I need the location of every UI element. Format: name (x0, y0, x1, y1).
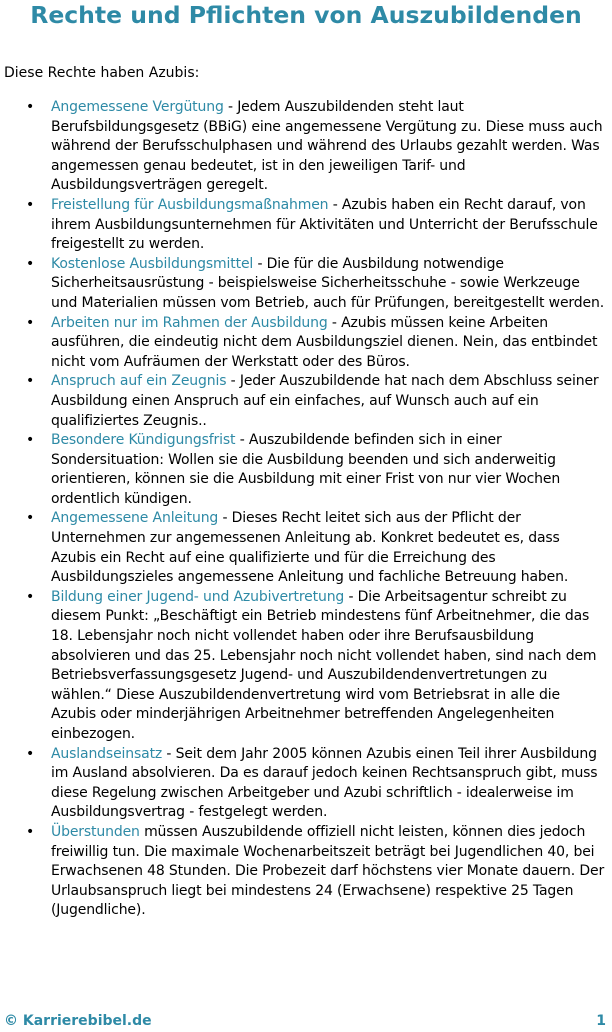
rights-list (0, 98, 612, 921)
item-text: - Jeder Auszubildende hat nach dem Abschluss seiner Ausbildung einen Anspruch auf ein einfaches, auf Wunsch auch auf ein qualifiziertes Zeugnis.. (51, 373, 599, 429)
list-item (0, 98, 612, 196)
item-term: Freistellung für Ausbildungsmaßnahmen (51, 196, 329, 213)
page-title: Rechte und Pflichten von Auszubildenden (30, 1, 582, 29)
list-item (0, 255, 612, 314)
page-number: 1 (596, 1013, 606, 1029)
list-item (0, 823, 612, 921)
list-item (0, 745, 612, 823)
item-text: - Die Arbeitsagentur schreibt zu diesem Punkt: „Beschäftigt ein Betrieb mindestens fünf Arbeitnehmer, die das 18. Lebensjahr noch nicht vollendet haben oder ihre Berufsausbildung absolvieren und das 25. Lebensjahr noch nicht vollendet haben, sind nach dem Betriebsverfassungsgesetz Jugend- und Auszubildendenvertretungen zu wählen.“ Diese Auszubildendenvertretung wird vom Betriebsrat in alle die Azubis oder minderjährigen Arbeitnehmer betreffenden Angelegenheiten einbezogen. (51, 588, 597, 742)
item-term: Anspruch auf ein Zeugnis (51, 373, 227, 390)
list-item (0, 314, 612, 373)
item-term: Angemessene Anleitung (51, 510, 219, 527)
intro-text: Diese Rechte haben Azubis: (4, 65, 200, 81)
bullet-icon: • (26, 373, 35, 390)
footer-copyright: © Karrierebibel.de (4, 1013, 152, 1029)
bullet-icon: • (26, 510, 35, 527)
item-text: - Jedem Auszubildenden steht laut Berufsbildungsgesetz (BBiG) eine angemessene Vergütung zu. Diese muss auch während der Berufsschulphasen und während des Urlaubs gezahlt werden. Was angemessen genau bedeutet, ist in den jeweiligen Tarif- und Ausbildungsverträgen geregelt. (51, 99, 603, 194)
bullet-icon: • (26, 314, 35, 331)
bullet-icon: • (26, 432, 35, 449)
item-term: Auslandseinsatz (51, 745, 163, 762)
item-text: - Azubis haben ein Recht darauf, von ihrem Ausbildungsunternehmen für Aktivitäten und Unterricht der Berufsschule freigestellt zu werden. (51, 196, 598, 253)
item-text: - Die für die Ausbildung notwendige Sicherheitsausrüstung - beispielsweise Sicherheitsschuhe - sowie Werkzeuge und Materialien müssen vom Betrieb, auch für Prüfungen, bereitgestellt werden. (51, 255, 605, 311)
list-item (0, 588, 612, 745)
item-text: - Dieses Recht leitet sich aus der Pflicht der Unternehmen zur angemessenen Anleitung ab. Konkret bedeutet es, dass Azubis ein Recht auf eine qualifizierte und für die Erreichung des Ausbildungszieles angemessene Anleitung und fachliche Betreuung haben. (51, 510, 569, 586)
list-item (0, 372, 612, 431)
bullet-icon: • (26, 255, 35, 272)
bullet-icon: • (26, 196, 35, 213)
list-item (0, 431, 612, 509)
item-text: - Auszubildende befinden sich in einer Sondersituation: Wollen sie die Ausbildung beenden und sich anderweitig orientieren, können sie die Ausbildung mit einer Frist von nur vier Wochen ordentlich kündigen. (51, 432, 561, 507)
bullet-icon: • (26, 99, 35, 115)
item-term: Kostenlose Ausbildungsmittel (51, 255, 254, 272)
item-term: Besondere Kündigungsfrist (51, 432, 236, 449)
bullet-icon: • (26, 745, 35, 762)
item-term: Überstunden (51, 823, 140, 840)
bullet-icon: • (26, 823, 35, 840)
bullet-icon: • (26, 588, 35, 605)
item-term: Angemessene Vergütung (51, 99, 224, 115)
item-term: Arbeiten nur im Rahmen der Ausbildung (51, 314, 328, 331)
item-text: - Azubis müssen keine Arbeiten ausführen, die eindeutig nicht dem Ausbildungsziel dienen. Nein, das entbindet nicht vom Aufräumen der Werkstatt oder des Büros. (51, 314, 598, 370)
item-term: Bildung einer Jugend- und Azubivertretung (51, 588, 345, 605)
list-item (0, 509, 612, 587)
list-item (0, 196, 612, 255)
item-text: müssen Auszubildende offiziell nicht leisten, können dies jedoch freiwillig tun. Die maximale Wochenarbeitszeit beträgt bei Jugendlichen 40, bei Erwachsenen 48 Stunden. Die Probezeit darf höchstens vier Monate dauern. Der Urlaubsanspruch liegt bei mindestens 24 (Erwachsene) respektive 25 Tagen (Jugendliche). (51, 823, 605, 919)
item-text: - Seit dem Jahr 2005 können Azubis einen Teil ihrer Ausbildung im Ausland absolvieren. Da es darauf jedoch keinen Rechtsanspruch gibt, muss diese Regelung zwischen Arbeitgeber und Azubi schriftlich - idealerweise im Ausbildungsvertrag - festgelegt werden. (51, 745, 598, 821)
